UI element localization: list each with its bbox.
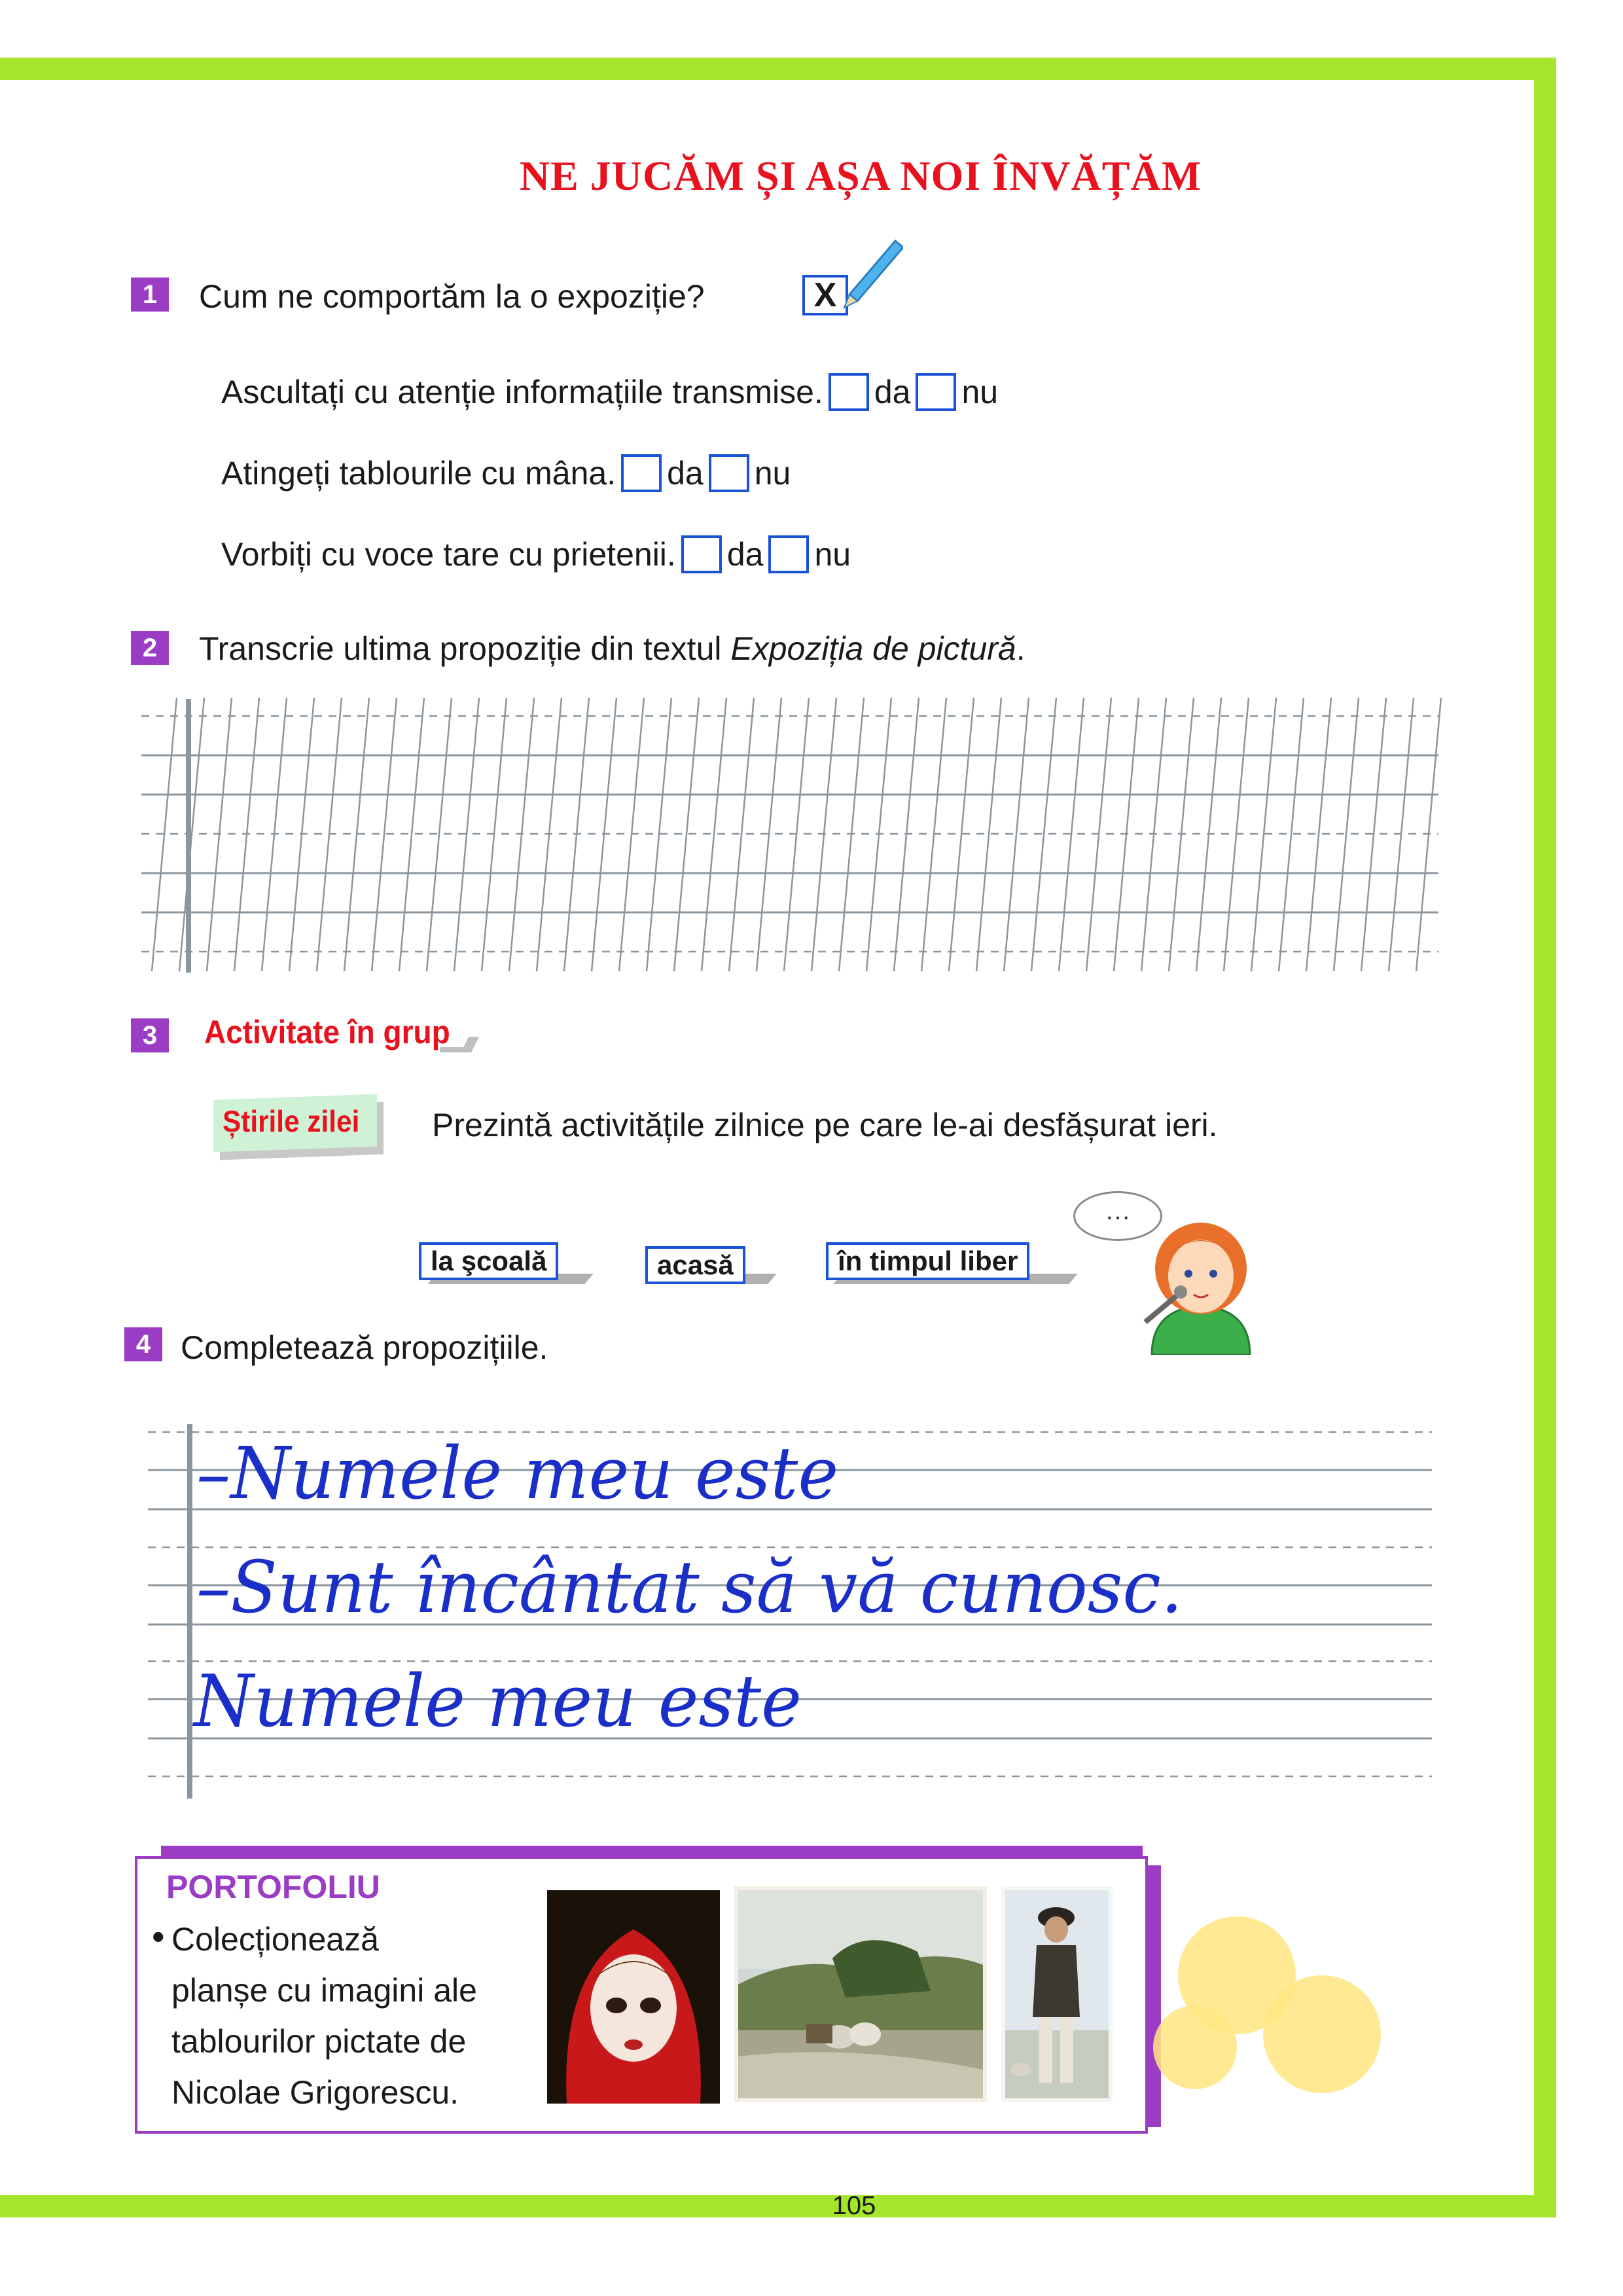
portfolio-text-line-4: Nicolae Grigorescu. <box>171 2074 459 2111</box>
portfolio-text <box>171 1914 477 2118</box>
page-number: 105 <box>832 2191 876 2220</box>
portfolio-title: PORTOFOLIU <box>166 1869 380 1905</box>
exercise-2-text-after: . <box>1016 630 1026 667</box>
exercise-4-instruction: Completează propozițiile. <box>181 1329 548 1366</box>
news-of-the-day-label: Știrile zilei <box>223 1104 360 1138</box>
handwriting-line-2: –Sunt încântat să vă cunosc. <box>196 1545 1183 1629</box>
option-1-yes-label: da <box>874 374 911 410</box>
exercise-3-instruction: Prezintă activitățile zilnice pe care le-ai desfășurat ieri. <box>432 1107 1218 1143</box>
option-3-no-label: nu <box>814 536 851 573</box>
decorative-circles <box>1139 1898 1387 2114</box>
exercise-1-question: Cum ne comportăm la o expoziție? <box>199 278 705 315</box>
exercise-4-number: 4 <box>124 1327 162 1361</box>
handwriting-line-3: Numele meu este <box>194 1659 802 1743</box>
painting-landscape-ox-cart <box>734 1886 987 2102</box>
handwriting-line-1: –Numele meu este <box>196 1431 839 1515</box>
option-2-text: Atingeți tablourile cu mâna. <box>221 455 616 492</box>
group-activity-title: Activitate în grup <box>204 1014 450 1050</box>
option-3-text: Vorbiți cu voce tare cu prietenii. <box>221 536 676 573</box>
exercise-3-number: 3 <box>131 1018 169 1052</box>
tag-free-time: în timpul liber <box>826 1242 1029 1280</box>
option-1-no-label: nu <box>961 374 999 410</box>
exercise-2-text-italic: Expoziția de pictură <box>730 630 1016 667</box>
painting-shepherd-boy <box>1001 1886 1113 2102</box>
option-2-yes-label: da <box>667 455 704 492</box>
exercise-1-number: 1 <box>131 278 169 312</box>
page-title: NE JUCĂM ȘI AȘA NOI ÎNVĂȚĂM <box>519 152 1202 199</box>
option-2-no-label: nu <box>754 455 791 492</box>
option-3-yes-label: da <box>726 536 764 573</box>
portfolio-text-line-1: Colecționează <box>171 1921 379 1958</box>
portfolio-text-line-3: tablourilor pictate de <box>171 2023 467 2060</box>
speech-bubble: … <box>1073 1191 1162 1241</box>
tag-at-school: la şcoală <box>419 1242 558 1280</box>
exercise-2-text-before: Transcrie ultima propoziție din textul <box>199 630 731 667</box>
portfolio-bullet: • <box>152 1916 165 1957</box>
portfolio-text-line-2: planșe cu imagini ale <box>171 1972 477 2009</box>
painting-girl-red-scarf <box>547 1890 720 2104</box>
example-checked-box: X <box>802 275 848 315</box>
exercise-2-number: 2 <box>131 631 169 665</box>
tag-at-home: acasă <box>645 1246 745 1284</box>
option-1-text: Ascultați cu atenție informațiile transmise. <box>221 374 823 410</box>
